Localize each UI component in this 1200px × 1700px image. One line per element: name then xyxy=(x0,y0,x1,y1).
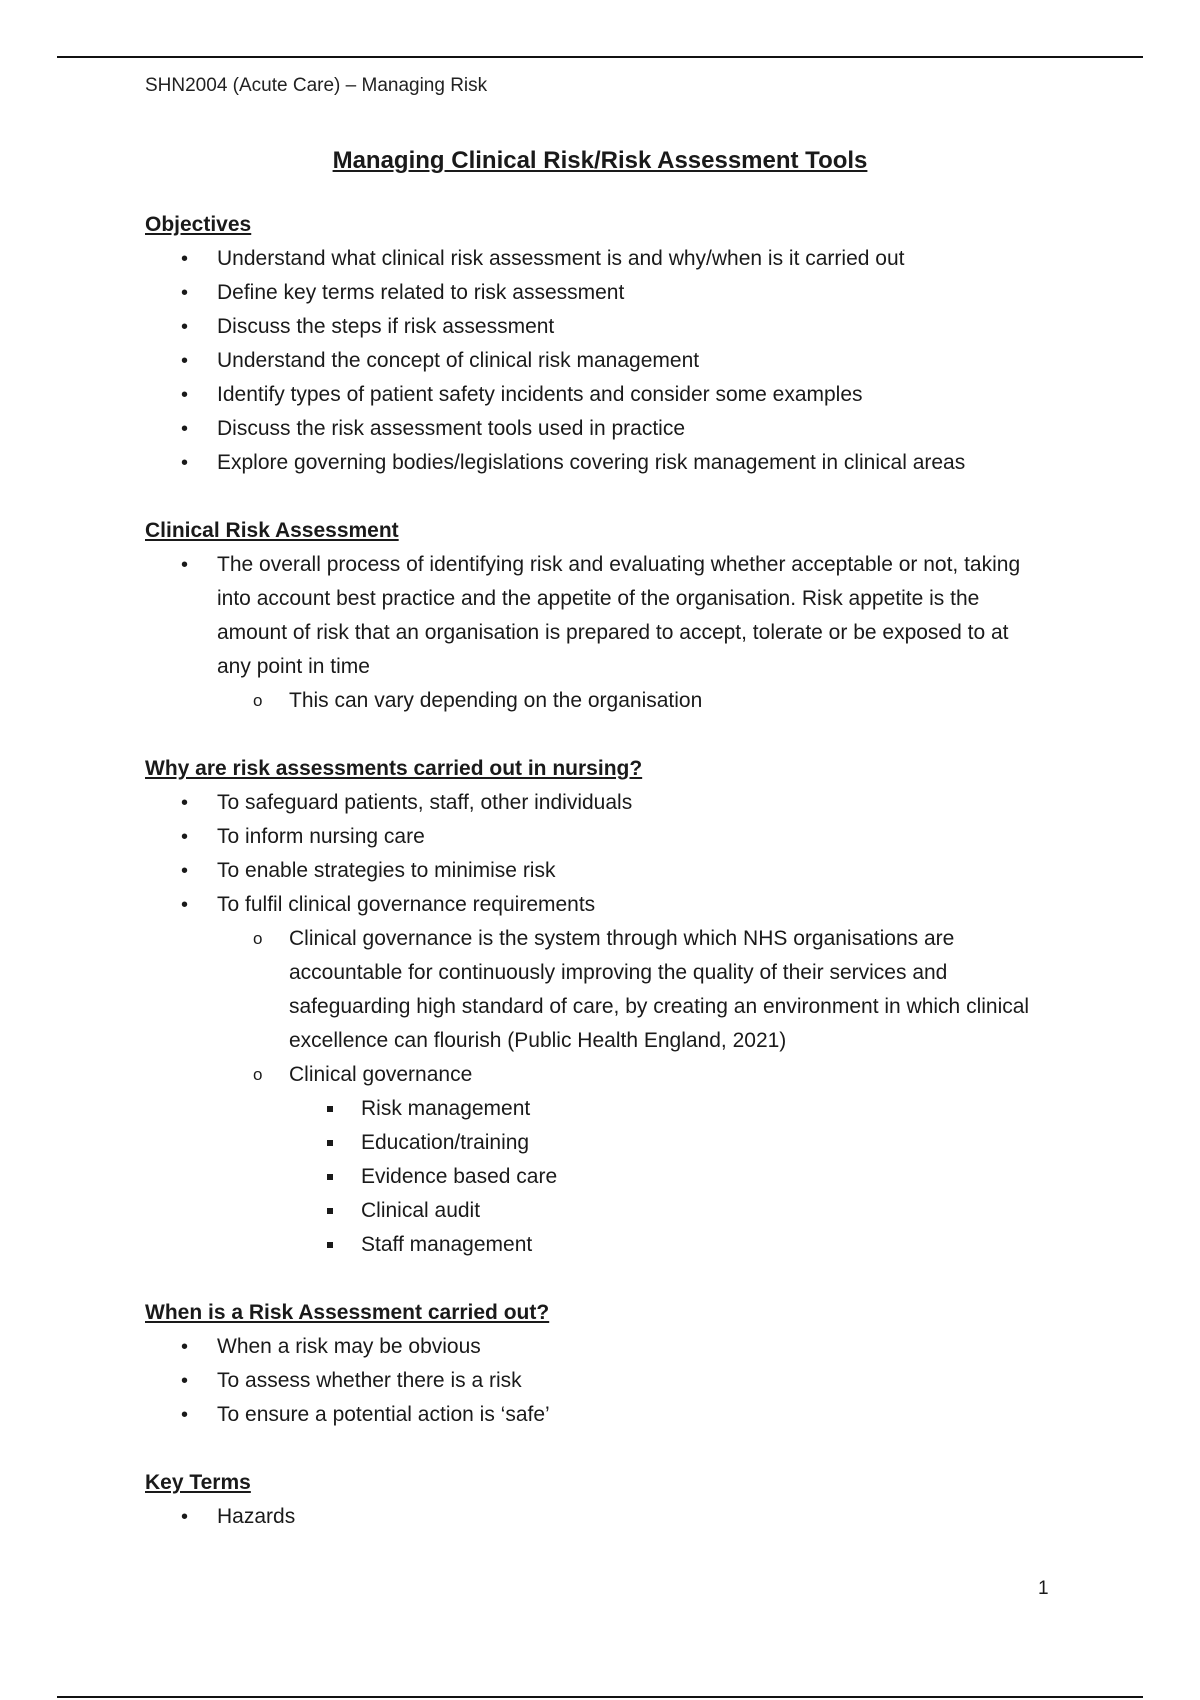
document-body xyxy=(145,208,1045,1568)
list-item-text: The overall process of identifying risk and evaluating whether acceptable or not, taking into account best practice and the appetite of the organisation. Risk appetite is the amount of risk that an organisation is prepared to accept, tolerate or be exposed to at any point in time xyxy=(217,553,1021,678)
list-item: • Identify types of patient safety incidents and consider some examples xyxy=(145,378,1045,412)
list-item: • When a risk may be obvious xyxy=(145,1330,1045,1364)
section-heading-clinical-risk-assessment: Clinical Risk Assessment xyxy=(145,519,399,542)
page-number: 1 xyxy=(1038,1578,1049,1599)
section-heading-why: Why are risk assessments carried out in nursing? xyxy=(145,757,643,780)
nested-list-item: Education/training xyxy=(289,1126,1045,1160)
nested-list-item: Evidence based care xyxy=(289,1160,1045,1194)
list-item: • To ensure a potential action is ‘safe’ xyxy=(145,1398,1045,1432)
section-objectives xyxy=(145,208,1045,480)
objectives-list xyxy=(145,242,1045,480)
list-item: • Discuss the steps if risk assessment xyxy=(145,310,1045,344)
key-terms-list xyxy=(145,1500,1045,1534)
list-item xyxy=(145,548,1045,718)
header-rule xyxy=(57,56,1143,58)
clinical-risk-list xyxy=(145,548,1045,718)
sub-list-item-text: Clinical governance xyxy=(289,1063,473,1086)
section-why-risk-assessments xyxy=(145,752,1045,1262)
section-clinical-risk-assessment xyxy=(145,514,1045,718)
list-item-text: To fulfil clinical governance requirements xyxy=(217,893,596,916)
list-item: • To safeguard patients, staff, other individuals xyxy=(145,786,1045,820)
section-when-risk-assessment xyxy=(145,1296,1045,1432)
nested-list-item: Staff management xyxy=(289,1228,1045,1262)
nested-list-item: Clinical audit xyxy=(289,1194,1045,1228)
list-item: • Discuss the risk assessment tools used in practice xyxy=(145,412,1045,446)
running-header: SHN2004 (Acute Care) – Managing Risk xyxy=(145,75,488,96)
list-item: • Understand the concept of clinical risk management xyxy=(145,344,1045,378)
section-key-terms xyxy=(145,1466,1045,1534)
why-list xyxy=(145,786,1045,1262)
when-list xyxy=(145,1330,1045,1432)
list-item: • To assess whether there is a risk xyxy=(145,1364,1045,1398)
nested-list-item: Risk management xyxy=(289,1092,1045,1126)
governance-sublist xyxy=(217,922,1045,1262)
list-item: • Hazards xyxy=(145,1500,1045,1534)
list-item xyxy=(145,888,1045,1262)
list-item: • To enable strategies to minimise risk xyxy=(145,854,1045,888)
sub-list-item xyxy=(217,1058,1045,1262)
sub-list-item: o This can vary depending on the organisation xyxy=(217,684,1045,718)
footer-rule xyxy=(57,1696,1143,1698)
document-title: Managing Clinical Risk/Risk Assessment Tools xyxy=(332,147,868,174)
section-heading-objectives: Objectives xyxy=(145,213,252,236)
section-heading-key-terms: Key Terms xyxy=(145,1471,251,1494)
list-item: • Define key terms related to risk assessment xyxy=(145,276,1045,310)
list-item: • Explore governing bodies/legislations covering risk management in clinical areas xyxy=(145,446,1045,480)
sub-list-item: o Clinical governance is the system through which NHS organisations are accountable for continuously improving the quality of their services and safeguarding high standard of care, by creating an environment in which clinical excellence can flourish (Public Health England, 2021) xyxy=(217,922,1045,1058)
clinical-risk-sublist xyxy=(217,684,1045,718)
governance-components-list xyxy=(289,1092,1045,1262)
section-heading-when: When is a Risk Assessment carried out? xyxy=(145,1301,550,1324)
list-item: • To inform nursing care xyxy=(145,820,1045,854)
list-item: • Understand what clinical risk assessment is and why/when is it carried out xyxy=(145,242,1045,276)
